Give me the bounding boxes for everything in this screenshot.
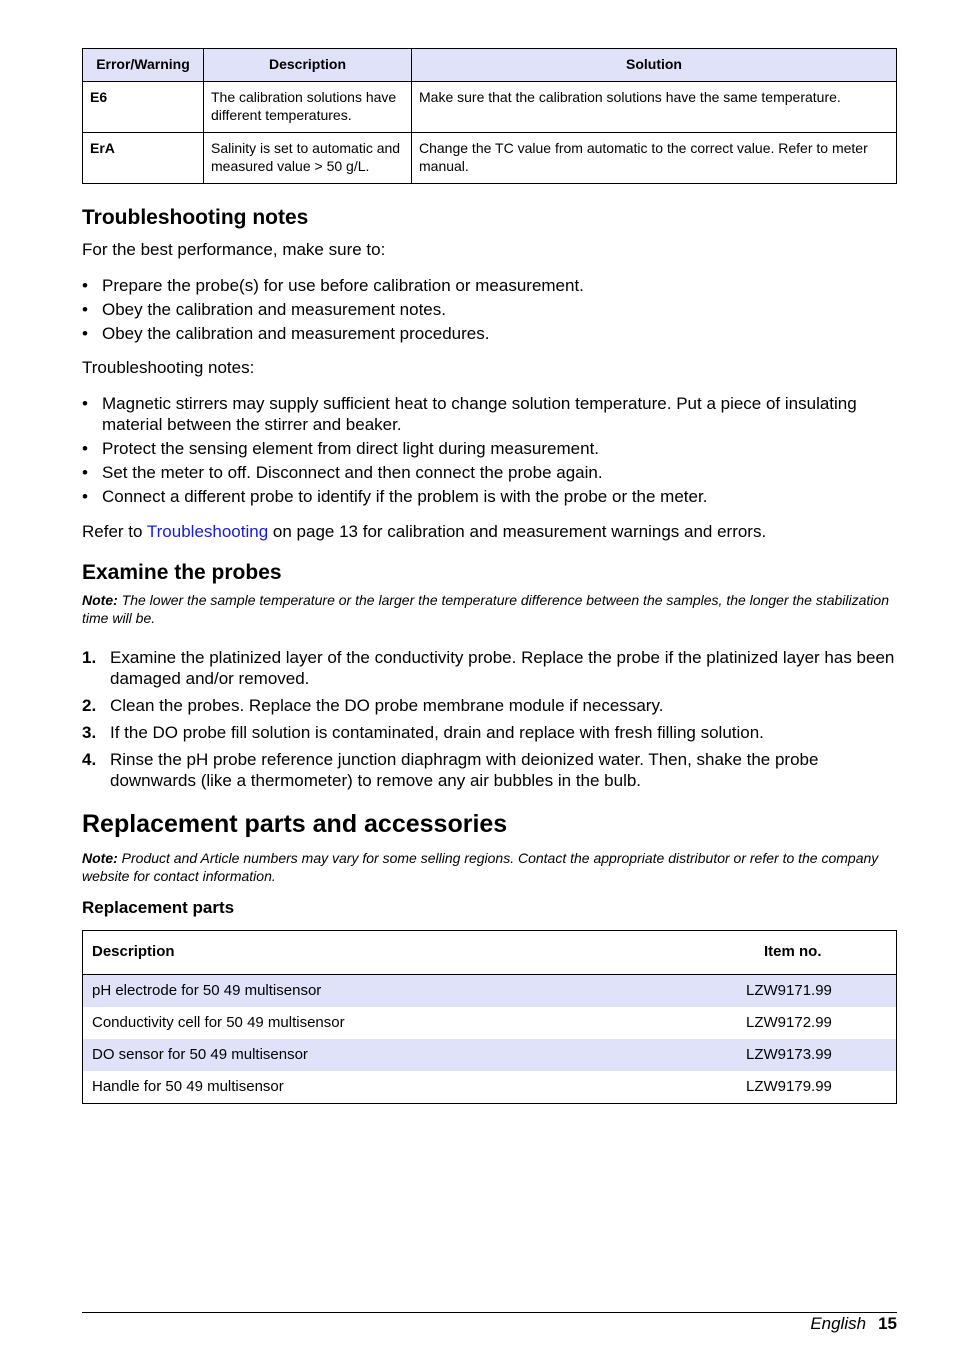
table-row [83, 1007, 897, 1039]
best-performance-list [82, 275, 897, 344]
list-item: • Obey the calibration and measurement procedures. [82, 324, 490, 343]
replacement-note: Note: Product and Article numbers may vary for some selling regions. Contact the appropriate distributor or refer to the company website for contact information. [82, 850, 879, 884]
troubleshooting-heading: Troubleshooting notes [82, 206, 309, 229]
part-description: DO sensor for 50 49 multisensor [83, 1039, 738, 1071]
part-description: Conductivity cell for 50 49 multisensor [92, 1014, 345, 1031]
list-item: 1. Examine the platinized layer of the conductivity probe. Replace the probe if the platinized layer has been damaged and/or removed. [82, 648, 895, 688]
replacement-heading: Replacement parts and accessories [82, 810, 508, 838]
list-item: • Prepare the probe(s) for use before calibration or measurement. [82, 276, 584, 295]
list-item: 4. Rinse the pH probe reference junction diaphragm with deionized water. Then, shake the probe downwards (like a thermometer) to remove any air bubbles in the bulb. [82, 750, 819, 790]
part-item-no: LZW9171.99 [737, 975, 897, 1008]
col-description: Description [83, 931, 738, 975]
list-item: 2. Clean the probes. Replace the DO probe membrane module if necessary. [82, 696, 664, 715]
part-description: Handle for 50 49 multisensor [92, 1078, 284, 1095]
troubleshooting-notes-list [82, 393, 897, 507]
col-description: Description [204, 49, 412, 82]
replacement-parts-subheading: Replacement parts [82, 898, 235, 917]
list-item: • Obey the calibration and measurement notes. [82, 300, 446, 319]
page-number: 15 [878, 1314, 897, 1333]
examine-steps [82, 647, 897, 791]
examine-note: Note: The lower the sample temperature or the larger the temperature difference between the samples, the longer the stabilization time will be. [82, 592, 889, 626]
list-item: • Protect the sensing element from direct light during measurement. [82, 439, 600, 458]
refer-paragraph: Refer to Troubleshooting on page 13 for calibration and measurement warnings and errors. [82, 522, 767, 541]
col-solution: Solution [412, 49, 897, 82]
list-item: 3. If the DO probe fill solution is contaminated, drain and replace with fresh filling solution. [82, 723, 764, 742]
error-solution: Change the TC value from automatic to the correct value. Refer to meter manual. [412, 133, 897, 184]
troubleshooting-notes-label: Troubleshooting notes: [82, 358, 255, 377]
footer-language: English [810, 1314, 867, 1333]
part-item-no: LZW9179.99 [746, 1078, 832, 1095]
col-error-warning: Error/Warning [83, 49, 204, 82]
table-row [83, 1071, 897, 1104]
list-item: • Connect a different probe to identify if the problem is with the probe or the meter. [82, 487, 708, 506]
examine-heading: Examine the probes [82, 561, 282, 584]
error-code: ErA [83, 133, 204, 184]
col-item-no: Item no. [737, 931, 897, 975]
parts-table [82, 930, 897, 1104]
troubleshooting-link[interactable]: Troubleshooting [146, 522, 269, 541]
list-item: • Magnetic stirrers may supply sufficient heat to change solution temperature. Put a piece of insulating material between the stirrer and beaker. [82, 394, 857, 434]
error-solution: Make sure that the calibration solutions have the same temperature. [412, 82, 897, 133]
table-row [83, 133, 897, 184]
error-description: The calibration solutions have different temperatures. [204, 82, 412, 133]
part-item-no: LZW9173.99 [737, 1039, 897, 1071]
list-item: • Set the meter to off. Disconnect and then connect the probe again. [82, 463, 603, 482]
part-description: pH electrode for 50 49 multisensor [83, 975, 738, 1008]
table-row [83, 1039, 897, 1071]
table-row [83, 975, 897, 1008]
parts-table-header [83, 931, 897, 975]
error-code: E6 [83, 82, 204, 133]
page-footer [82, 1312, 897, 1333]
page-content [82, 48, 897, 1104]
error-description: Salinity is set to automatic and measured value > 50 g/L. [204, 133, 412, 184]
error-table-header [83, 49, 897, 82]
table-row [83, 82, 897, 133]
error-table [82, 48, 897, 184]
part-item-no: LZW9172.99 [746, 1014, 832, 1031]
troubleshooting-intro: For the best performance, make sure to: [82, 240, 386, 259]
